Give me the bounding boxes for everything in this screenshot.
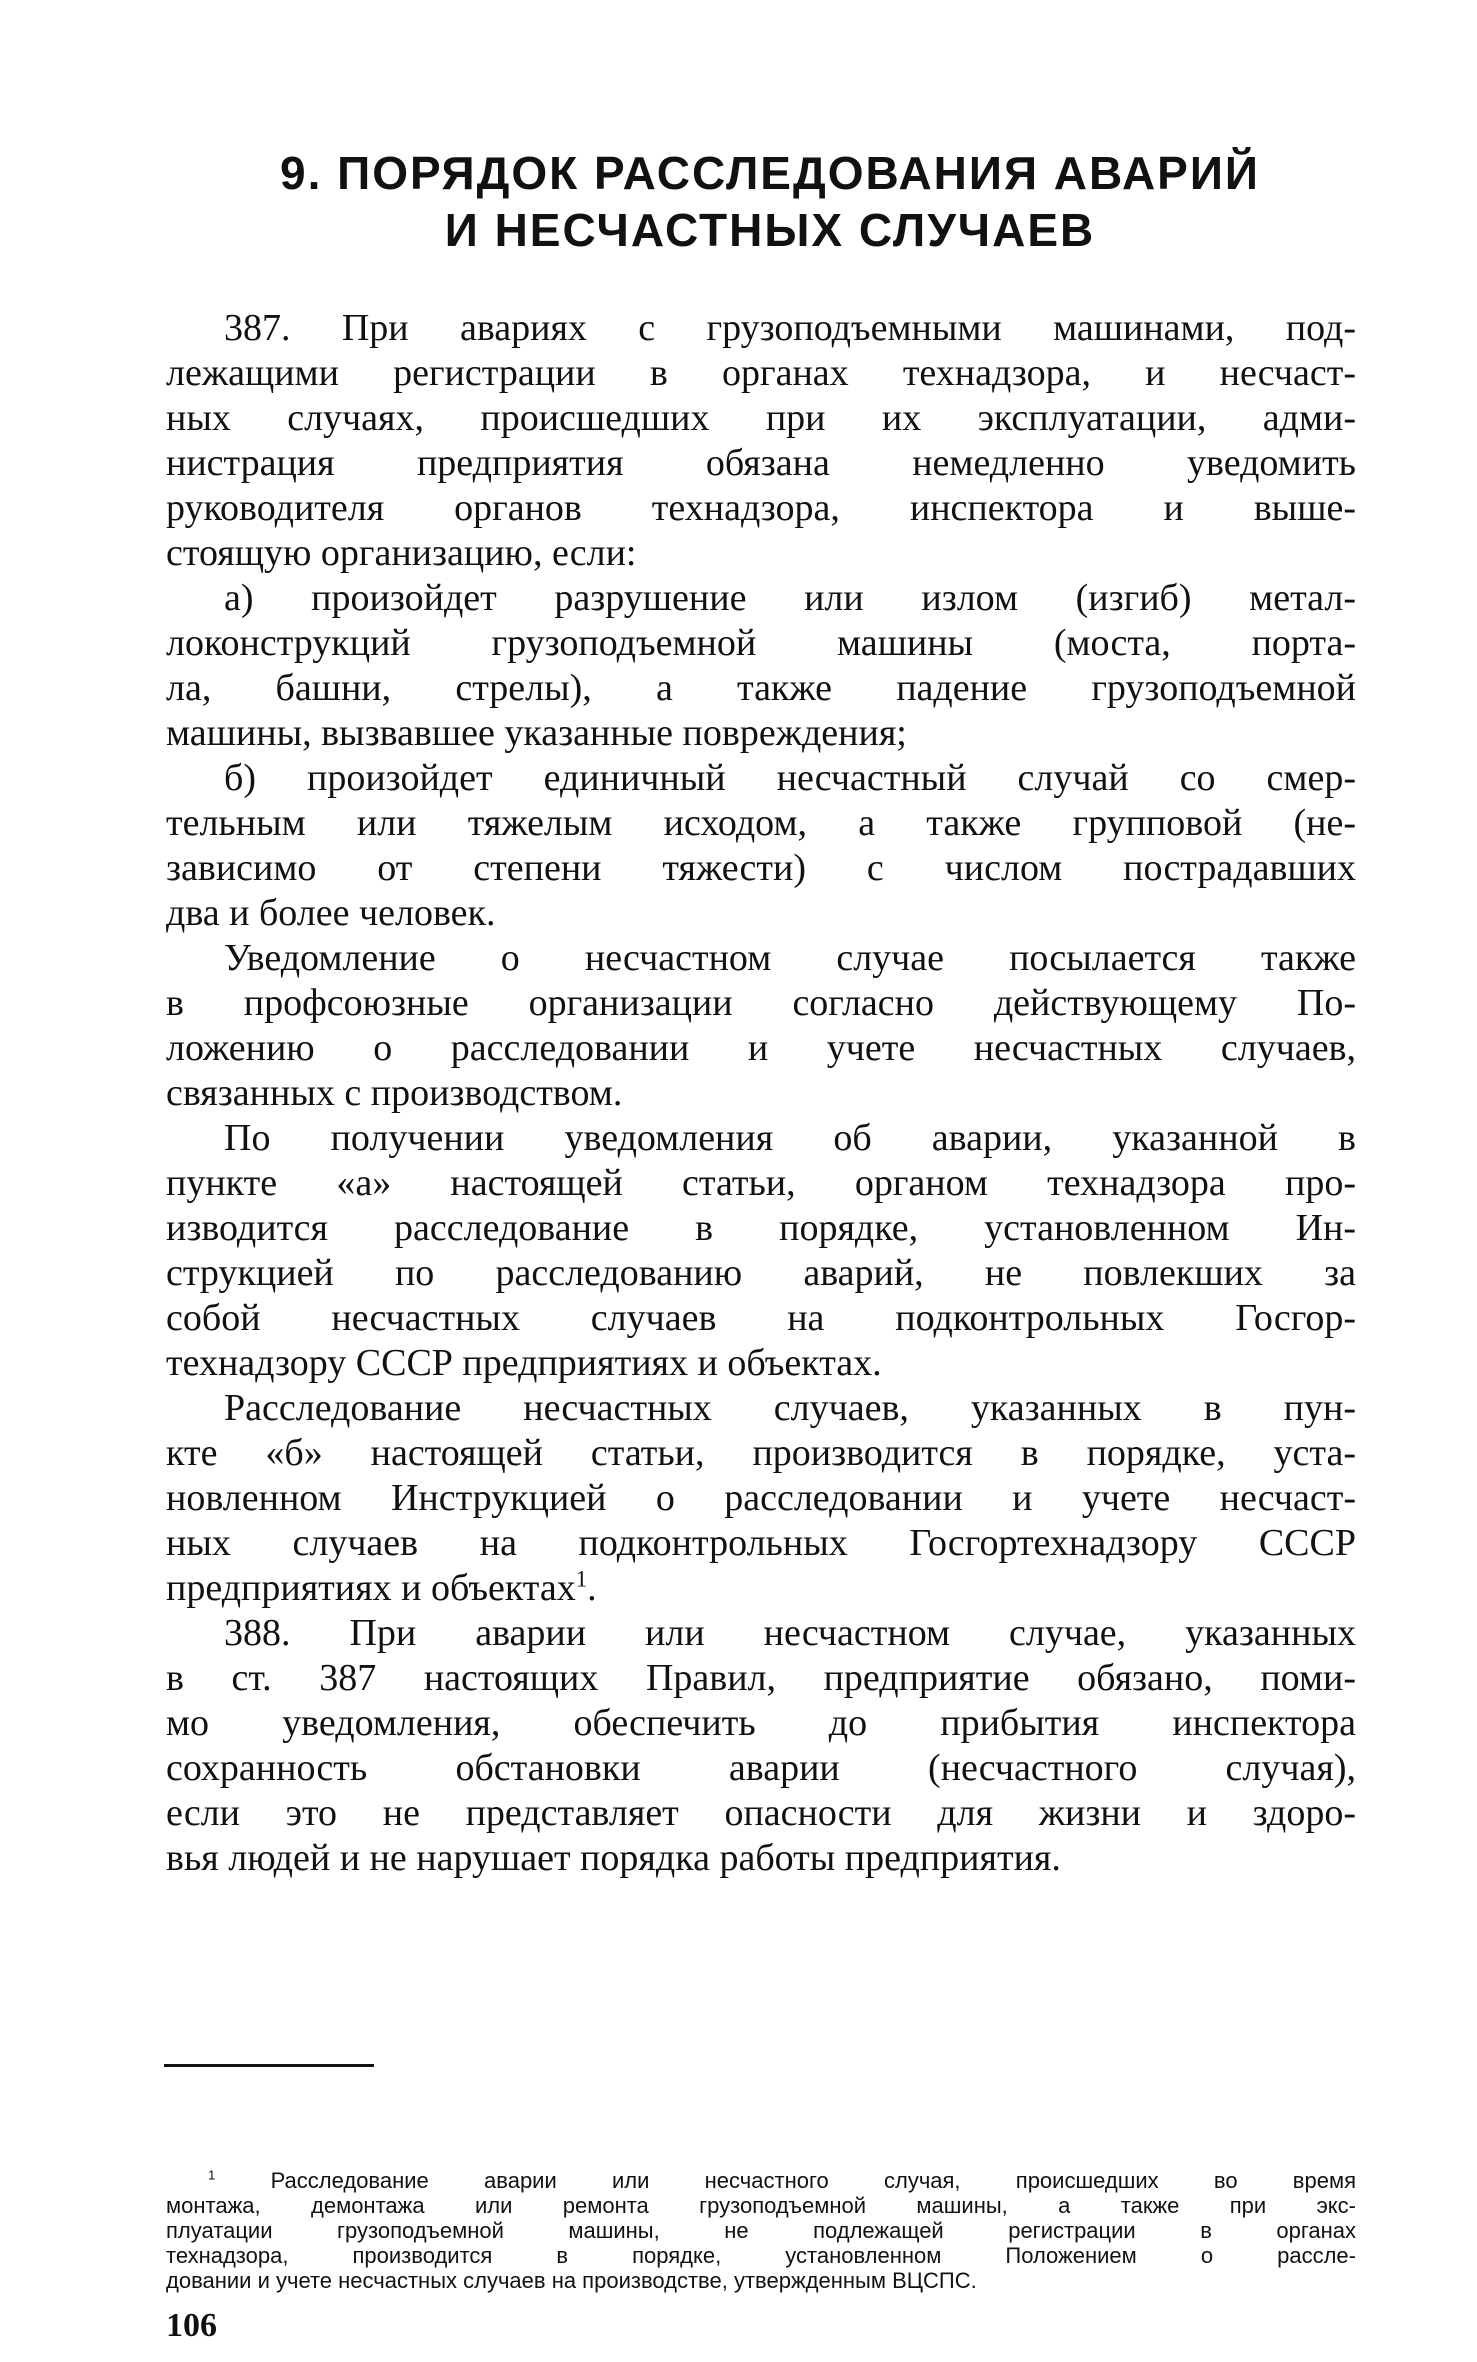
text-line: 388. При аварии или несчастном случае, указанных	[224, 1612, 1356, 1654]
text-line: локонструкций грузоподъемной машины (моста, порта-	[166, 622, 1356, 664]
text-line: руководителя органов технадзора, инспектора и выше-	[166, 487, 1356, 529]
text-line: струкцией по расследованию аварий, не повлекших за	[166, 1252, 1356, 1294]
text-line: если это не представляет опасности для жизни и здоро-	[166, 1792, 1356, 1834]
text-line: новленном Инструкцией о расследовании и учете несчаст-	[166, 1477, 1356, 1519]
text-line: зависимо от степени тяжести) с числом пострадавших	[166, 847, 1356, 889]
footnote	[166, 2168, 1356, 2293]
text-line: 387. При авариях с грузоподъемными машинами, под-	[224, 307, 1356, 349]
page-number: 106	[166, 2307, 217, 2344]
heading-line-2: И НЕСЧАСТНЫХ СЛУЧАЕВ	[444, 204, 1096, 256]
text-line: тельным или тяжелым исходом, а также групповой (не-	[166, 802, 1356, 844]
text-line: в профсоюзные организации согласно действующему По-	[166, 982, 1356, 1024]
footnote-divider	[164, 2064, 374, 2067]
text-line: связанных с производством.	[166, 1072, 623, 1114]
text-line: вья людей и не нарушает порядка работы предприятия.	[166, 1837, 1061, 1879]
footnote-line	[166, 2168, 1356, 2193]
text-line: Уведомление о несчастном случае посылается также	[224, 937, 1356, 979]
text-line: б) произойдет единичный несчастный случай со смер-	[224, 757, 1356, 799]
text-line: пункте «а» настоящей статьи, органом технадзора про-	[166, 1162, 1356, 1204]
text-line: сохранность обстановки аварии (несчастного случая),	[166, 1747, 1356, 1789]
text-line: нистрация предприятия обязана немедленно уведомить	[166, 442, 1356, 484]
text-line: ложению о расследовании и учете несчастных случаев,	[166, 1027, 1356, 1069]
text-line: изводится расследование в порядке, установленном Ин-	[166, 1207, 1356, 1249]
footnote-line: технадзора, производится в порядке, установленном Положением о рассле-	[166, 2243, 1356, 2268]
body-text	[166, 306, 1356, 1881]
text-line: кте «б» настоящей статьи, производится в порядке, уста-	[166, 1432, 1356, 1474]
footnote-line: плуатации грузоподъемной машины, не подлежащей регистрации в органах	[166, 2218, 1356, 2243]
text-line: машины, вызвавшее указанные повреждения;	[166, 712, 907, 754]
text-line-with-footnote: предприятиях и объектах$^1$.	[166, 1566, 597, 1609]
text-line: в ст. 387 настоящих Правил, предприятие обязано, поми-	[166, 1657, 1356, 1699]
text-line: ла, башни, стрелы), а также падение грузоподъемной	[166, 667, 1356, 709]
footnote-text: Расследование аварии или несчастного случая, происшедших во время	[270, 2168, 1356, 2193]
text-line: а) произойдет разрушение или излом (изгиб) метал-	[224, 577, 1356, 619]
footnote-line: монтажа, демонтажа или ремонта грузоподъемной машины, а также при экс-	[166, 2193, 1356, 2218]
footnote-line: довании и учете несчастных случаев на производстве, утвержденным ВЦСПС.	[166, 2268, 977, 2293]
text-line: два и более человек.	[166, 892, 496, 934]
section-heading	[180, 145, 1360, 259]
text-line: предприятиях и объектах	[166, 1567, 576, 1609]
text-line: Расследование несчастных случаев, указанных в пун-	[224, 1387, 1356, 1429]
text-line: собой несчастных случаев на подконтрольных Госгор-	[166, 1297, 1356, 1339]
text-line: мо уведомления, обеспечить до прибытия инспектора	[166, 1702, 1356, 1744]
text-line: стоящую организацию, если:	[166, 532, 637, 574]
text-line: лежащими регистрации в органах технадзора, и несчаст-	[166, 352, 1356, 394]
text-line: технадзору СССР предприятиях и объектах.	[166, 1342, 882, 1384]
text-line: ных случаев на подконтрольных Госгортехнадзору СССР	[166, 1522, 1356, 1564]
footnote-ref: 1	[575, 1566, 588, 1592]
heading-line-1: 9. ПОРЯДОК РАССЛЕДОВАНИЯ АВАРИЙ	[280, 147, 1260, 199]
footnote-marker: 1	[208, 2167, 216, 2183]
text-line: По получении уведомления об аварии, указанной в	[224, 1117, 1356, 1159]
text-line: ных случаях, происшедших при их эксплуатации, адми-	[166, 397, 1356, 439]
